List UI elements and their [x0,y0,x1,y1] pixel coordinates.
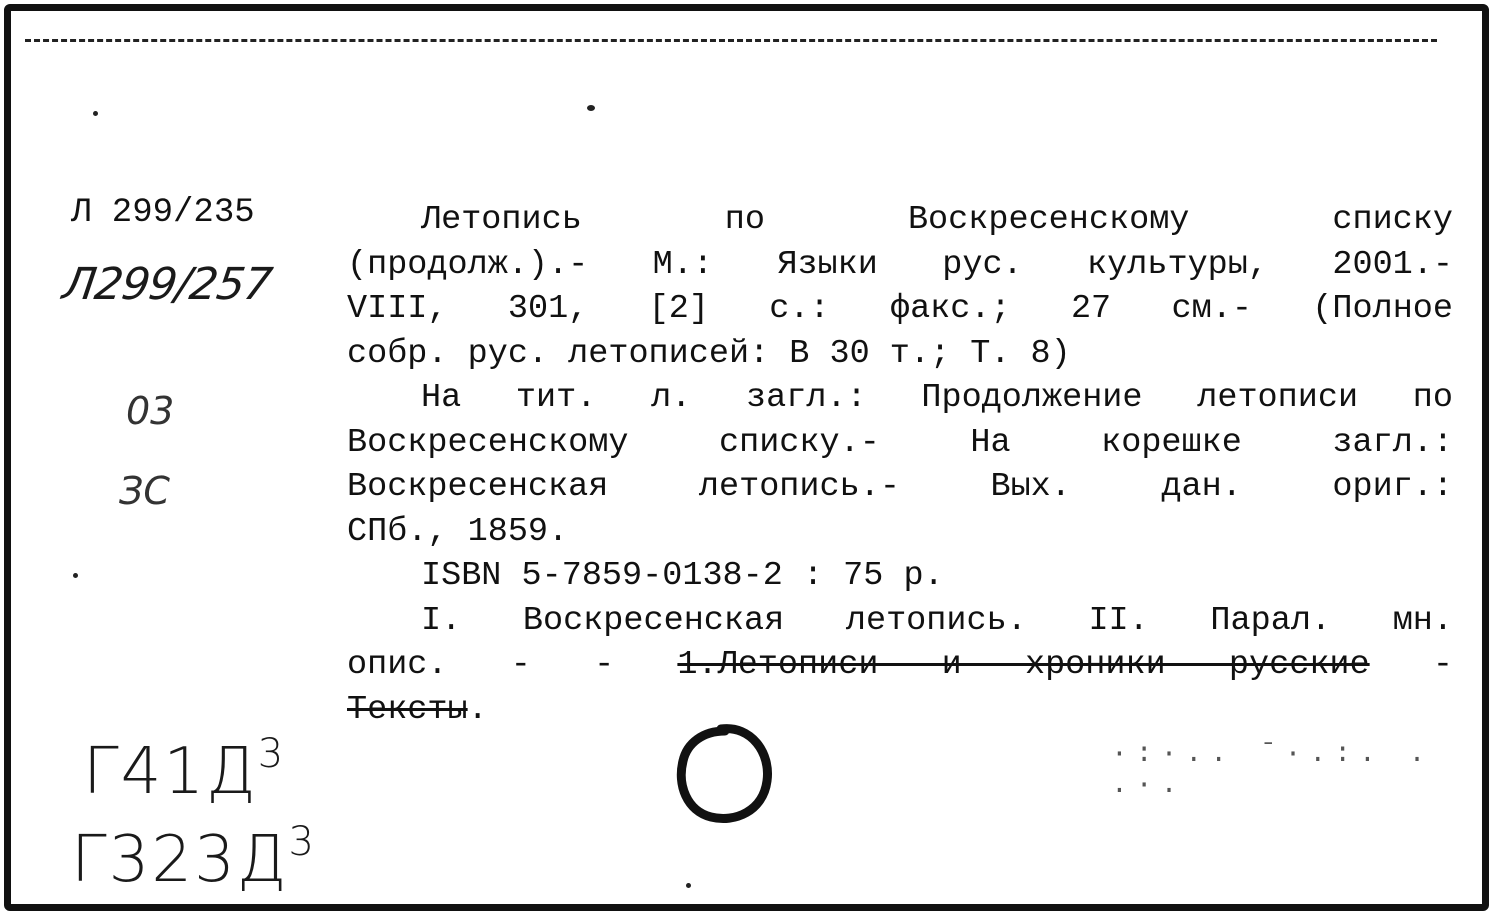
ink-speck [93,111,98,116]
entry-line: Летопись по Воскресенскому списку [421,201,1453,239]
handwritten-code-1-text: Г41Д [83,735,258,809]
handwritten-code-1 [83,731,285,809]
struck-subject-subdivision: Тексты [347,690,468,729]
handwritten-note-b: ЗС [119,469,170,513]
bibliographic-entry [347,198,1453,732]
entry-line: Воскресенская летопись.- Вых. дан. ориг.: [347,468,1453,506]
faint-dot-marks: ·:·.. ˉ·.:. . .·. [1111,739,1434,801]
entry-line [347,688,1453,733]
ink-speck [686,883,691,888]
handwritten-code-1-sup: 3 [257,731,286,777]
entry-line: VIII, 301, [2] с.: факс.; 27 см.- (Полное [347,290,1453,328]
entry-text: опис. - - [347,646,678,684]
entry-line: собр. рус. летописей: В 30 т.; Т. 8) [347,334,1071,373]
top-dashed-rule [25,39,1437,42]
entry-text: . [467,690,488,729]
handwritten-note-a: 03 [126,389,175,433]
circle-stroke [681,729,767,819]
entry-line: На тит. л. загл.: Продолжение летописи по [421,379,1453,417]
handwritten-code-2 [71,819,316,897]
entry-line [347,643,1453,688]
entry-line: I. Воскресенская летопись. II. Парал. мн. [421,601,1453,640]
handwritten-code-2-text: Г323Д [71,823,289,897]
ink-speck [587,105,595,111]
isbn-line: ISBN 5-7859-0138-2 : 75 р. [421,557,944,595]
entry-line: Воскресенскому списку.- На корешке загл.: [347,423,1453,462]
struck-subject-heading: 1.Летописи и хроники русские [677,646,1370,684]
entry-line: СПб., 1859. [347,512,569,551]
shelfmark: Л 299/235 [71,194,255,232]
entry-line: (продолж.).- М.: Языки рус. культуры, 2001.- [347,245,1453,284]
catalog-card [4,4,1489,911]
handwritten-alt-shelfmark: Л299/257 [59,259,275,310]
entry-text: - [1369,646,1453,684]
ink-speck [73,573,78,578]
hand-drawn-circle-mark [669,719,781,831]
handwritten-code-2-sup: 3 [288,819,316,865]
